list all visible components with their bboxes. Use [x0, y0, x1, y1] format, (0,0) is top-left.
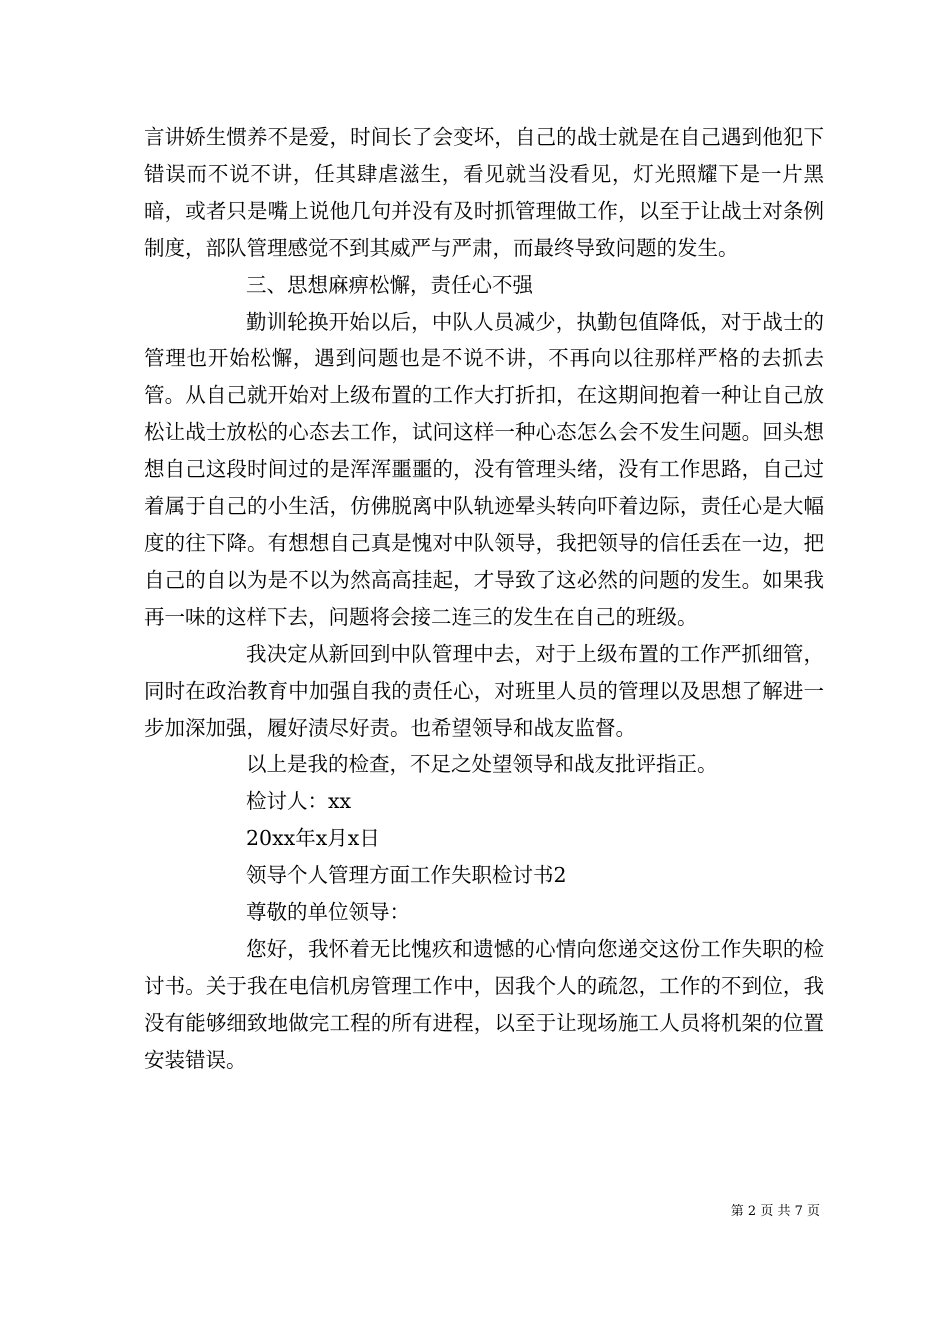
- salutation: 尊敬的单位领导：: [246, 900, 410, 925]
- paragraph-1: 言讲娇生惯养不是爱，时间长了会变坏，自己的战士就是在自己遇到他犯下错误而不说不讲，任其肆虐滋生，看见就当没看见，灯光照耀下是一片黑暗，或者只是嘴上说他几句并没有及时抓管理做工作，以至于让战士对条例制度，部队管理感觉不到其威严与严肃，而最终导致问题的发生。: [144, 125, 824, 260]
- paragraph-4: 我决定从新回到中队管理中去，对于上级布置的工作严抓细管，同时在政治教育中加强自我的责任心，对班里人员的管理以及思想了解进一步加深加强，履好渍尽好责。也希望领导和战友监督。: [144, 641, 824, 740]
- signature-line: 检讨人：xx: [246, 789, 352, 814]
- section-heading-3: 三、思想麻痹松懈，责任心不强: [246, 272, 533, 297]
- document-body: [144, 119, 824, 1079]
- page-number-footer: 第 2 页 共 7 页: [730, 1204, 820, 1219]
- paragraph-3: 勤训轮换开始以后，中队人员减少，执勤包值降低，对于战士的管理也开始松懈，遇到问题也是不说不讲，不再向以往那样严格的去抓去管。从自己就开始对上级布置的工作大打折扣，在这期间抱着一种让自己放松让战士放松的心态去工作，试问这样一种心态怎么会不发生问题。回头想想自己这段时间过的是浑浑噩噩的，没有管理头绪，没有工作思路，自己过着属于自己的小生活，仿佛脱离中队轨迹晕头转向吓着边际，责任心是大幅度的往下降。有想想自己真是愧对中队领导，我把领导的信任丢在一边，把自己的自以为是不以为然高高挂起，才导致了这必然的问题的发生。如果我再一味的这样下去，问题将会接二连三的发生在自己的班级。: [144, 309, 824, 629]
- paragraph-10: 您好，我怀着无比愧疚和遗憾的心情向您递交这份工作失职的检讨书。关于我在电信机房管理工作中，因我个人的疏忽，工作的不到位，我没有能够细致地做完工程的所有进程，以至于让现场施工人员将机架的位置安装错误。: [144, 936, 824, 1072]
- closing-line: 以上是我的检查，不足之处望领导和战友批评指正。: [246, 752, 718, 777]
- date-line: 20xx年x月x日: [246, 826, 380, 851]
- second-letter-title: 领导个人管理方面工作失职检讨书2: [246, 863, 567, 888]
